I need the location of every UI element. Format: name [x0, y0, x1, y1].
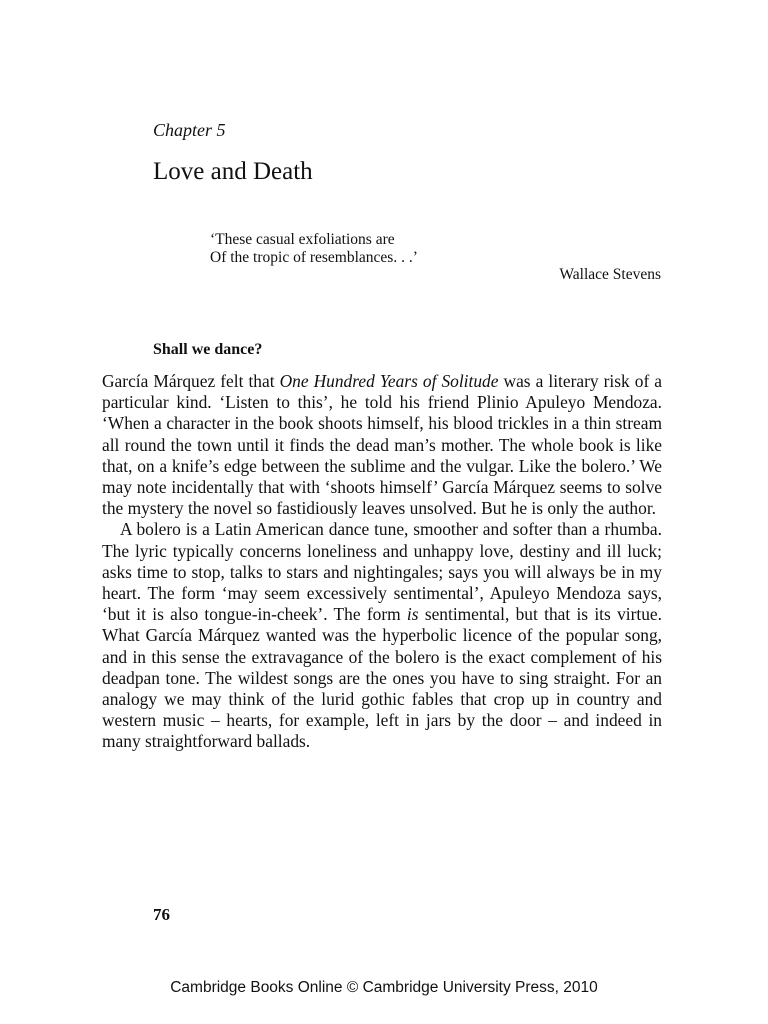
paragraph-text: García Márquez felt that [102, 371, 280, 391]
epigraph-author: Wallace Stevens [559, 266, 661, 283]
section-heading: Shall we dance? [153, 341, 263, 358]
emphasis: is [406, 604, 419, 625]
paragraph [102, 519, 662, 752]
paragraph-text: A bolero is a Latin American dance tune, smoother and softer than a rhumba. The lyric typically concerns loneliness and unhappy love, destiny and ill luck; asks time to stop, talks to stars and nightingales; says you will always be in my heart. The form ‘may seem excessively sentimental’, Apuleyo Mendoza says, ‘but it is also tongue-in-cheek’. The form [102, 519, 662, 625]
book-title: One Hundred Years of Solitude [279, 371, 499, 391]
footer-copyright: Cambridge Books Online © Cambridge University Press, 2010 [170, 979, 598, 996]
page-number: 76 [153, 905, 170, 924]
paragraph-text: sentimental, but that is its virtue. What García Márquez wanted was the hyperbolic licence of the popular song, and in this sense the extravagance of the bolero is the exact complement of his deadpan tone. The wildest songs are the ones you have to sing straight. For an analogy we may think of the lurid gothic fables that crop up in country and western music – hearts, for example, left in jars by the door – and indeed in many straightforward ballads. [102, 604, 662, 752]
chapter-title: Love and Death [153, 158, 313, 185]
paragraph [102, 371, 662, 519]
chapter-label: Chapter 5 [153, 120, 226, 140]
body-text [102, 371, 662, 753]
epigraph-line: ‘These casual exfoliations are [210, 231, 395, 248]
paragraph-text: was a literary risk of a particular kind. ‘Listen to this’, he told his friend Plinio Apuleyo Mendoza. ‘When a character in the book shoots himself, his blood trickles in a thin stream all round the town until it finds the dead man’s mother. The whole book is like that, on a knife’s edge between the sublime and the vulgar. Like the bolero.’ We may note incidentally that with ‘shoots himself’ García Márquez seems to solve the mystery the novel so fastidiously leaves unsolved. But he is only the author. [102, 371, 663, 519]
epigraph-quote [210, 231, 418, 267]
epigraph-line: Of the tropic of resemblances. . .’ [210, 249, 418, 266]
